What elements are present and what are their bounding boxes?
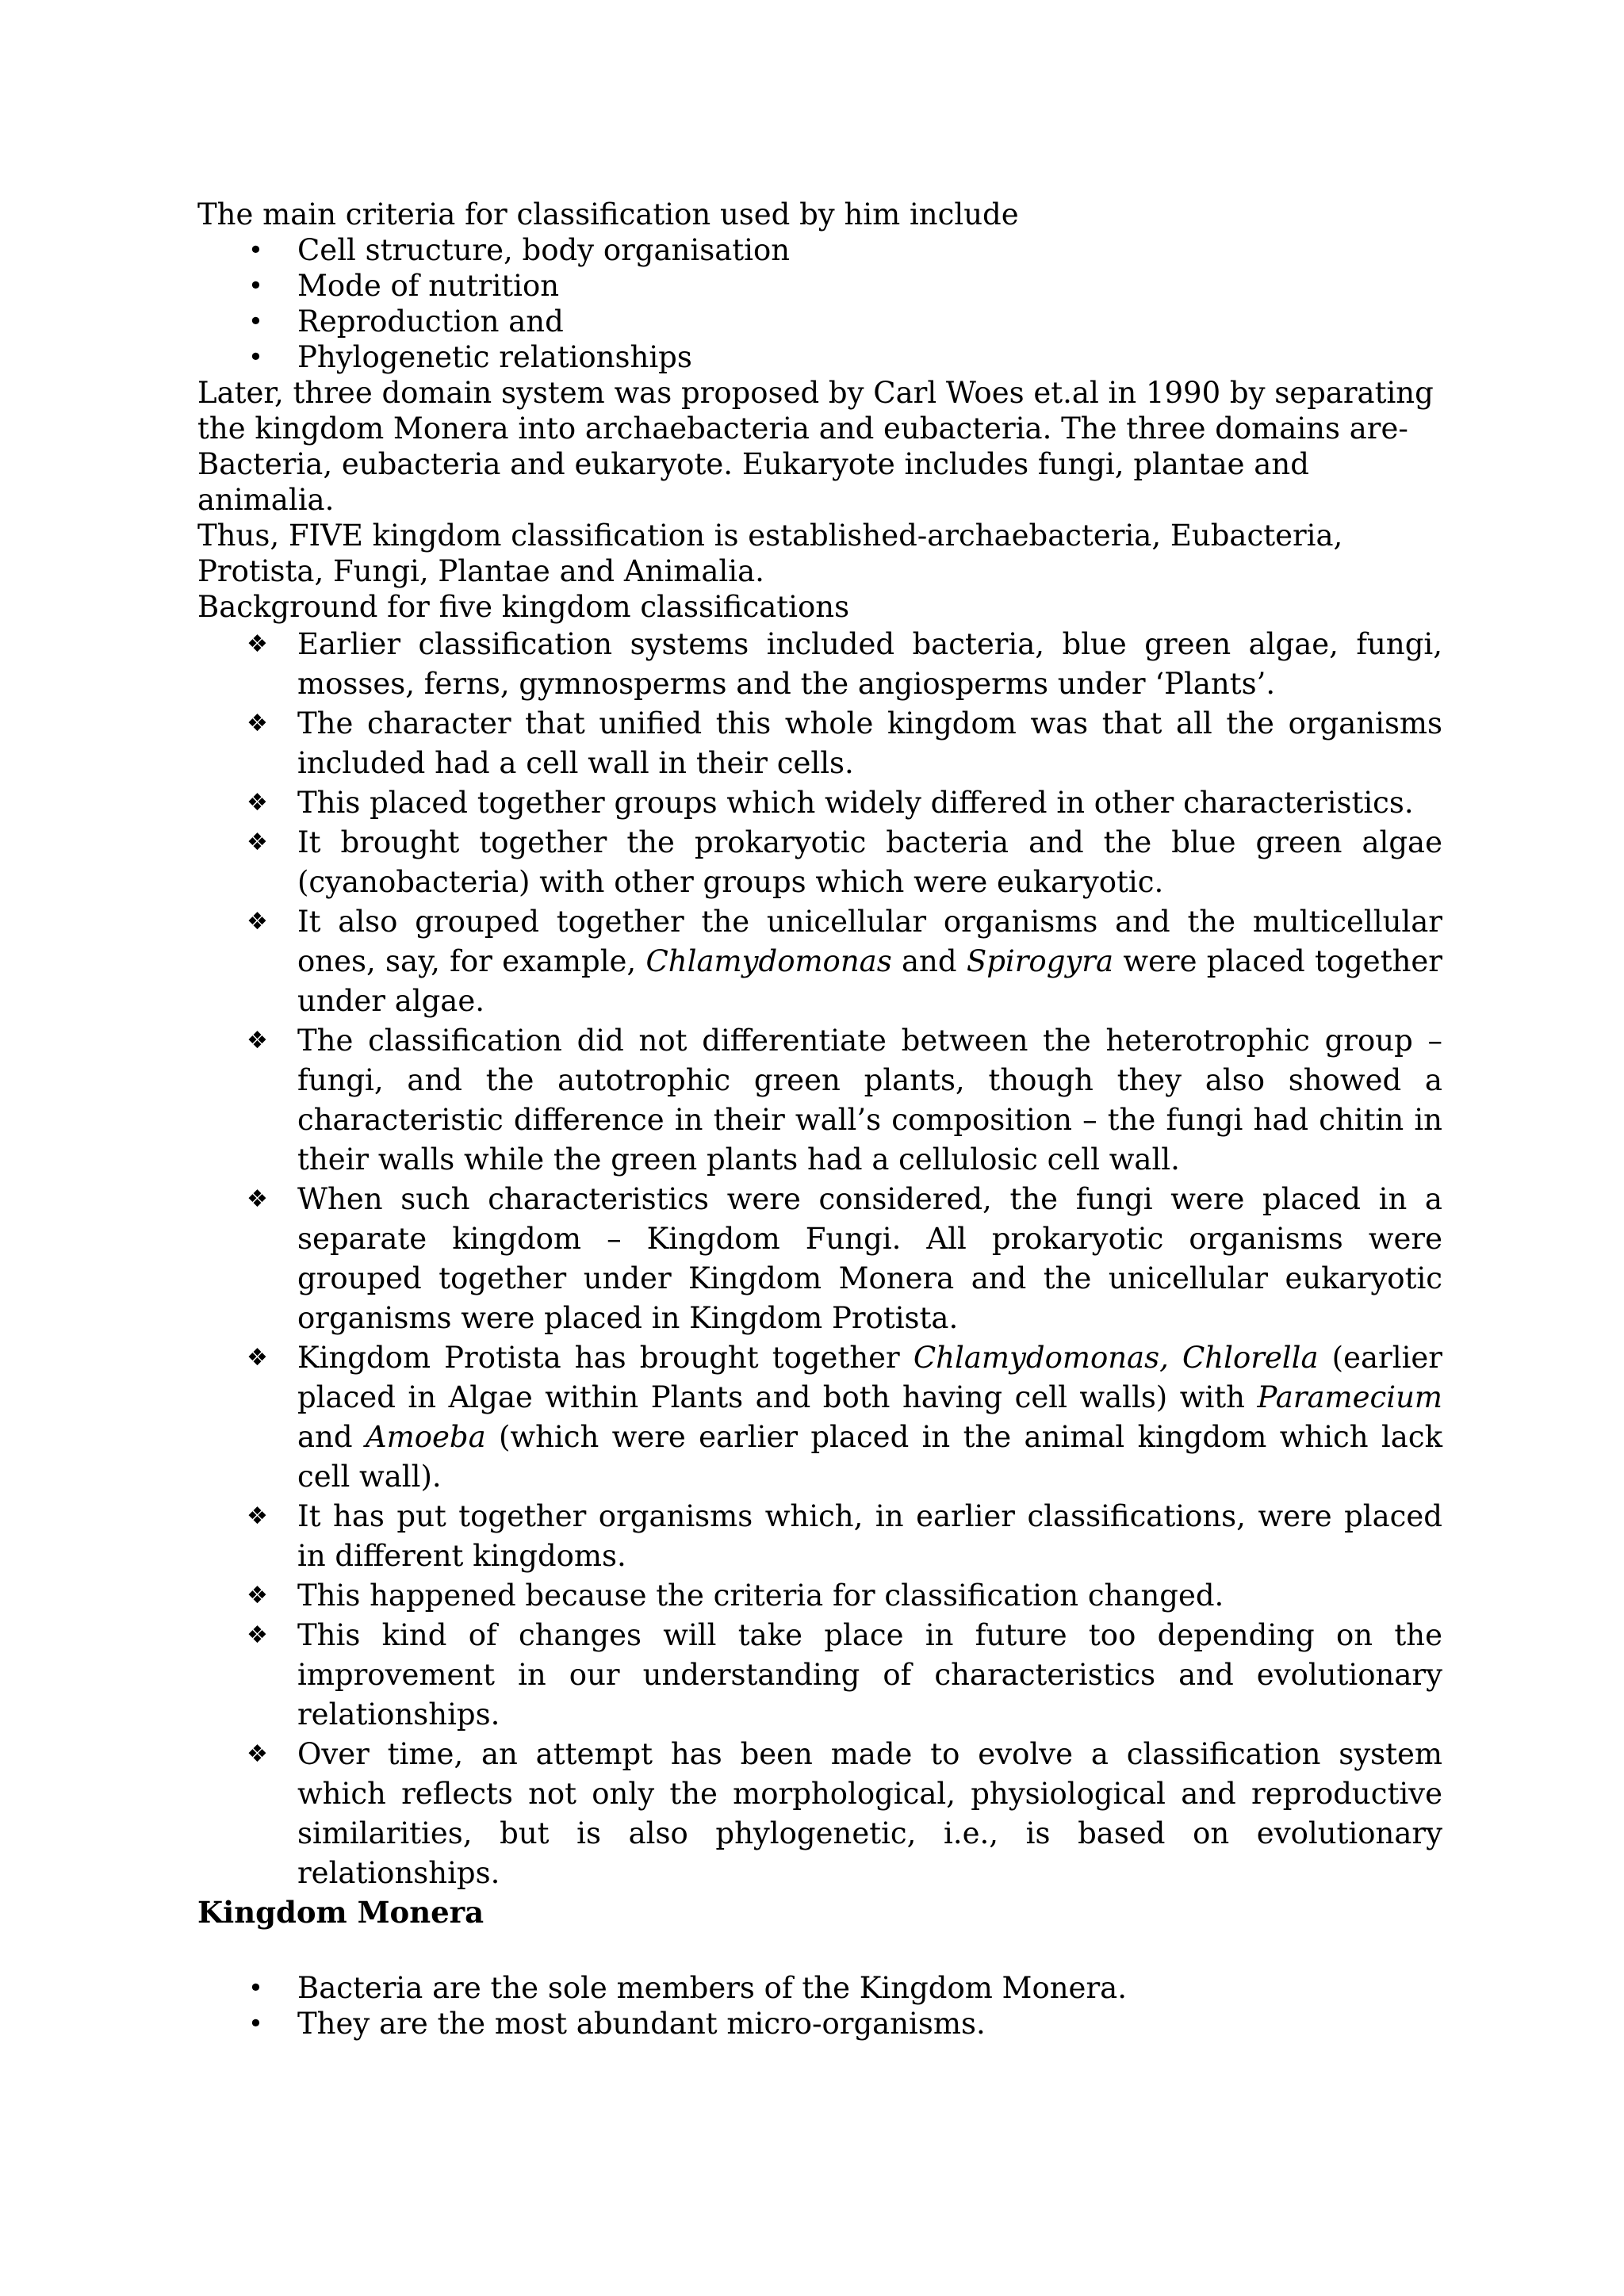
list-item: ❖ This happened because the criteria for classification changed.	[197, 1576, 1442, 1616]
bullet-diamond-icon: ❖	[247, 710, 268, 737]
bullet-diamond-icon: ❖	[247, 1344, 268, 1372]
bullet-diamond-icon: ❖	[247, 1027, 268, 1054]
list-item: ❖ It has put together organisms which, in earlier classifications, were placed in different kingdoms.	[197, 1497, 1442, 1576]
list-item: ❖ It brought together the prokaryotic bacteria and the blue green algae (cyanobacteria) with other groups which were eukaryotic.	[197, 823, 1442, 902]
list-item: • Mode of nutrition	[248, 269, 560, 303]
bullet-dot-icon: •	[248, 2008, 263, 2038]
bullet-dot-icon: •	[248, 270, 263, 300]
bullet-dot-icon: •	[248, 306, 263, 336]
list-item: ❖ It also grouped together the unicellular organisms and the multicellular ones, say, for example, Chlamydomonas and Spirogyra were placed together under algae.	[197, 902, 1442, 1021]
list-item: • Phylogenetic relationships	[248, 340, 692, 374]
three-domain-paragraph: Later, three domain system was proposed by Carl Woes et.al in 1990 by separating the kingdom Monera into archaebacteria and eubacteria. The three domains are-Bacteria, eubacteria and eukaryote. Eukaryote includes fungi, plantae and animalia.	[197, 376, 1434, 517]
bullet-diamond-icon: ❖	[247, 789, 268, 817]
list-item: • They are the most abundant micro-organisms.	[248, 2007, 986, 2041]
list-item: ❖ Earlier classification systems included bacteria, blue green algae, fungi, mosses, ferns, gymnosperms and the angiosperms under ‘Plants’.	[197, 625, 1442, 704]
list-item: ❖ This placed together groups which widely differed in other characteristics.	[197, 783, 1442, 823]
list-item: ❖ The classification did not differentiate between the heterotrophic group – fungi, and the autotrophic green plants, though they also showed a characteristic difference in their wall’s composition – the fungi had chitin in their walls while the green plants had a cellulosic cell wall.	[197, 1021, 1442, 1180]
list-item: • Reproduction and	[248, 304, 564, 339]
bullet-dot-icon: •	[248, 1973, 263, 2003]
monera-list	[197, 1970, 1442, 2042]
bullet-diamond-icon: ❖	[247, 828, 268, 856]
bullet-diamond-icon: ❖	[247, 908, 268, 936]
list-item: • Cell structure, body organisation	[248, 233, 791, 267]
list-item: ❖ When such characteristics were considered, the fungi were placed in a separate kingdom – Kingdom Fungi. All prokaryotic organisms were grouped together under Kingdom Monera and the unicellular eukaryotic organisms were placed in Kingdom Protista.	[197, 1180, 1442, 1338]
list-item: • Bacteria are the sole members of the Kingdom Monera.	[248, 1971, 1127, 2005]
section-heading-monera: Kingdom Monera	[197, 1895, 485, 1930]
list-item: ❖ This kind of changes will take place in future too depending on the improvement in our understanding of characteristics and evolutionary relationships.	[197, 1616, 1442, 1735]
spacer	[197, 1931, 1442, 1970]
bullet-dot-icon: •	[248, 342, 263, 372]
bullet-diamond-icon: ❖	[247, 1621, 268, 1649]
criteria-intro: The main criteria for classification used by him include	[197, 197, 1019, 232]
list-item: ❖ Over time, an attempt has been made to evolve a classification system which reflects not only the morphological, physiological and reproductive similarities, but is also phylogenetic, i.e., is based on evolutionary relationships.	[197, 1735, 1442, 1893]
background-heading: Background for five kingdom classifications	[197, 590, 850, 624]
bullet-diamond-icon: ❖	[247, 1502, 268, 1530]
five-kingdom-paragraph: Thus, FIVE kingdom classification is established-archaebacteria, Eubacteria, Protista, Fungi, Plantae and Animalia.	[197, 519, 1343, 588]
list-item: ❖ The character that unified this whole kingdom was that all the organisms included had a cell wall in their cells.	[197, 704, 1442, 783]
background-list	[197, 625, 1442, 1893]
bullet-diamond-icon: ❖	[247, 1185, 268, 1213]
criteria-list	[197, 232, 1442, 375]
bullet-diamond-icon: ❖	[247, 1582, 268, 1609]
bullet-dot-icon: •	[248, 235, 263, 265]
page-content	[197, 197, 1442, 2042]
bullet-diamond-icon: ❖	[247, 1740, 268, 1768]
bullet-diamond-icon: ❖	[247, 630, 268, 658]
list-item: ❖ Kingdom Protista has brought together Chlamydomonas, Chlorella (earlier placed in Algae within Plants and both having cell walls) with Paramecium and Amoeba (which were earlier placed in the animal kingdom which lack cell wall).	[197, 1338, 1442, 1497]
